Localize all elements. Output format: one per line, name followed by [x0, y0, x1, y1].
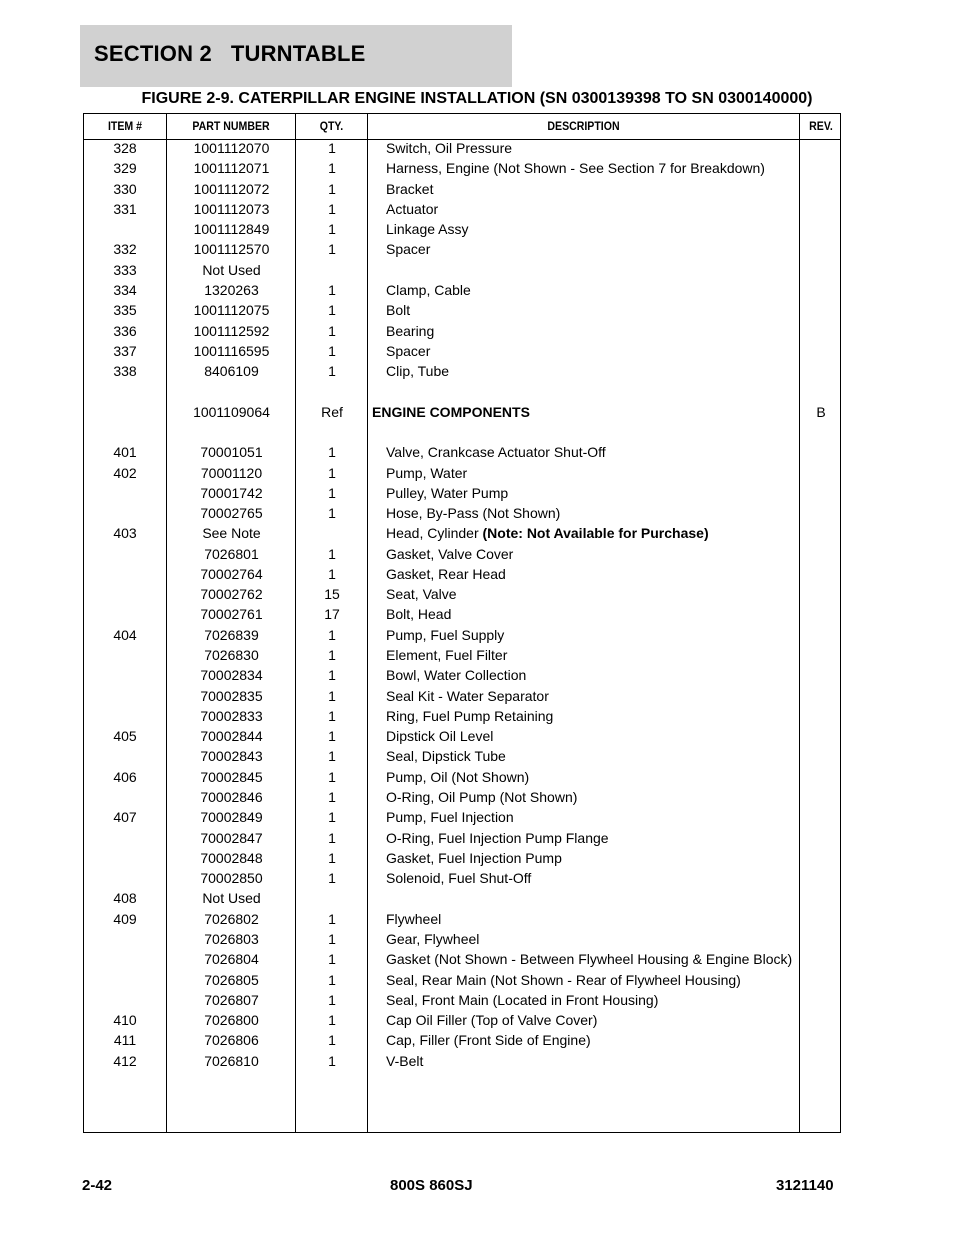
table-row	[84, 604, 840, 624]
table-row	[84, 1051, 840, 1071]
parts-table	[83, 113, 841, 1133]
part-number: 7026839	[204, 626, 259, 643]
table-row	[84, 503, 840, 523]
part-number: 70002833	[200, 707, 263, 724]
part-number: 1001112592	[193, 322, 270, 339]
table-row	[84, 199, 840, 219]
item-number: 403	[113, 525, 137, 542]
part-number: 1001112073	[193, 200, 270, 217]
quantity: 1	[328, 322, 336, 339]
quantity: 1	[328, 363, 336, 380]
description: O-Ring, Oil Pump (Not Shown)	[386, 789, 578, 805]
part-number: 7026803	[204, 930, 259, 947]
part-number: Not Used	[202, 261, 261, 278]
quantity: 1	[328, 930, 336, 947]
description: Gasket, Rear Head	[386, 565, 506, 582]
item-number: 333	[113, 261, 137, 278]
table-row	[84, 341, 840, 361]
quantity: 1	[328, 444, 336, 461]
part-number: 70002761	[200, 606, 263, 623]
table-row	[84, 523, 840, 543]
table-row	[84, 422, 840, 442]
description: Gasket (Not Shown - Between Flywheel Housing & Engine Block)	[386, 951, 793, 968]
table-row	[84, 483, 840, 503]
table-row	[84, 807, 840, 827]
quantity: 1	[328, 748, 336, 765]
part-number: 1001112072	[193, 180, 270, 197]
description: Pump, Fuel Supply	[386, 626, 505, 643]
part-number: 7026801	[204, 545, 259, 562]
part-number: 70002762	[200, 586, 263, 603]
part-number: 8406109	[204, 363, 259, 380]
part-number: 7026802	[204, 910, 259, 927]
description: Dipstick Oil Level	[386, 728, 494, 745]
quantity: 1	[328, 1052, 336, 1069]
item-number: 336	[113, 322, 137, 339]
description: Bolt	[386, 302, 411, 319]
part-number: 1001112570	[193, 241, 270, 258]
item-number: 408	[113, 890, 137, 907]
description: Hose, By-Pass (Not Shown)	[386, 505, 561, 522]
item-number: 411	[113, 1032, 137, 1049]
description: Pump, Fuel Injection	[386, 809, 514, 826]
part-number: 70002849	[200, 809, 263, 826]
table-row	[84, 990, 840, 1010]
description: Bowl, Water Collection	[386, 667, 527, 684]
revision: B	[816, 403, 826, 420]
table-row	[84, 868, 840, 888]
table-row	[84, 625, 840, 645]
quantity: 1	[328, 870, 336, 887]
part-number: 70002834	[200, 667, 263, 684]
item-number: 412	[113, 1052, 137, 1069]
part-number: 70001120	[200, 464, 263, 481]
quantity: 1	[328, 464, 336, 481]
part-number: 1001112075	[193, 302, 270, 319]
table-row	[84, 381, 840, 401]
quantity: 1	[328, 910, 336, 927]
description: Seal, Dipstick Tube	[386, 748, 506, 765]
description: Seal Kit - Water Separator	[386, 687, 549, 704]
table-row	[84, 300, 840, 320]
description: O-Ring, Fuel Injection Pump Flange	[386, 829, 609, 846]
quantity: 1	[328, 160, 336, 177]
table-row	[84, 929, 840, 949]
table-row	[84, 260, 840, 280]
part-number: 70002764	[200, 565, 263, 582]
description: Seal, Rear Main (Not Shown - Rear of Flywheel Housing)	[386, 971, 741, 988]
table-row	[84, 321, 840, 341]
item-number: 332	[113, 241, 137, 258]
table-row	[84, 442, 840, 462]
quantity: 1	[328, 140, 336, 156]
quantity: 1	[328, 342, 336, 359]
quantity: 1	[328, 180, 336, 197]
footer-page-number: 2-42	[82, 1177, 113, 1194]
table-row	[84, 463, 840, 483]
quantity: 1	[328, 281, 336, 298]
part-number: 1001109064	[193, 403, 270, 420]
description: ENGINE COMPONENTS	[372, 403, 530, 420]
item-number: 329	[113, 160, 137, 177]
table-row	[84, 888, 840, 908]
quantity: 1	[328, 241, 336, 258]
part-number: 70002846	[200, 789, 263, 805]
table-row	[84, 726, 840, 746]
quantity: 1	[328, 849, 336, 866]
quantity: 1	[328, 1032, 336, 1049]
item-number: 335	[113, 302, 137, 319]
item-number: 407	[113, 809, 137, 826]
part-number: 1001112070	[193, 140, 270, 156]
table-row	[84, 686, 840, 706]
quantity: 1	[328, 565, 336, 582]
item-number: 328	[113, 140, 137, 156]
table-row	[84, 544, 840, 564]
quantity: 1	[328, 626, 336, 643]
section-title: SECTION 2 TURNTABLE	[94, 41, 366, 66]
description: Gasket, Valve Cover	[386, 545, 514, 562]
part-number: 7026807	[204, 991, 259, 1008]
quantity: 1	[328, 991, 336, 1008]
section-header-band	[80, 25, 512, 87]
quantity: 1	[328, 221, 336, 238]
part-number: 70001051	[200, 444, 263, 461]
item-number: 338	[113, 363, 137, 380]
header-description: DESCRIPTION	[547, 119, 620, 133]
item-number: 409	[113, 910, 137, 927]
description: Cap Oil Filler (Top of Valve Cover)	[386, 1012, 598, 1029]
table-row	[84, 402, 840, 422]
table-row	[84, 361, 840, 381]
part-number: 1001112849	[193, 221, 270, 238]
footer-doc-number: 3121140	[776, 1177, 834, 1194]
description: Gear, Flywheel	[386, 930, 480, 947]
part-number: 70001742	[200, 484, 263, 501]
quantity: 1	[328, 505, 336, 522]
table-row	[84, 848, 840, 868]
description: Element, Fuel Filter	[386, 647, 508, 664]
description: Pump, Water	[386, 464, 468, 481]
quantity: 1	[328, 728, 336, 745]
item-number: 401	[113, 444, 137, 461]
part-number: 1001116595	[193, 342, 270, 359]
description: V-Belt	[386, 1052, 424, 1069]
table-row	[84, 787, 840, 807]
part-number: See Note	[202, 525, 261, 542]
part-number: 7026806	[204, 1032, 259, 1049]
quantity: 1	[328, 1012, 336, 1029]
quantity: 1	[328, 829, 336, 846]
table-row	[84, 970, 840, 990]
description: Flywheel	[386, 910, 442, 927]
description: Cap, Filler (Front Side of Engine)	[386, 1032, 591, 1049]
description: Pump, Oil (Not Shown)	[386, 768, 530, 785]
description: Pulley, Water Pump	[386, 484, 509, 501]
item-number: 410	[113, 1012, 137, 1029]
quantity: 1	[328, 789, 336, 805]
description: Solenoid, Fuel Shut-Off	[386, 870, 532, 887]
description-text: Head, Cylinder	[386, 525, 483, 542]
quantity: 1	[328, 687, 336, 704]
table-row	[84, 1030, 840, 1050]
description: Harness, Engine (Not Shown - See Section 7 for Breakdown)	[386, 160, 765, 177]
table-row	[84, 1010, 840, 1030]
header-rev: REV.	[809, 119, 833, 133]
part-number: 1001112071	[193, 160, 270, 177]
description: Actuator	[386, 200, 439, 217]
table-body	[84, 138, 840, 1071]
description: Spacer	[386, 342, 431, 359]
table-row	[84, 239, 840, 259]
part-number: 7026800	[204, 1012, 259, 1029]
quantity: 1	[328, 484, 336, 501]
part-number: 7026805	[204, 971, 259, 988]
quantity: 1	[328, 768, 336, 785]
description: Clamp, Cable	[386, 281, 471, 298]
table-row	[84, 584, 840, 604]
table-row	[84, 909, 840, 929]
item-number: 330	[113, 180, 137, 197]
description: Bracket	[386, 180, 434, 197]
header-item: ITEM #	[107, 119, 143, 133]
figure-title: FIGURE 2-9. CATERPILLAR ENGINE INSTALLATION (SN 0300139398 TO SN 0300140000)	[141, 90, 813, 107]
table-row	[84, 746, 840, 766]
table-row	[84, 179, 840, 199]
description: Seat, Valve	[386, 586, 457, 603]
table-row	[84, 665, 840, 685]
table-row	[84, 706, 840, 726]
part-number: 70002835	[200, 687, 263, 704]
description-note: (Note: Not Available for Purchase)	[482, 525, 709, 542]
part-number: 70002847	[200, 829, 263, 846]
footer-model: 800S 860SJ	[390, 1177, 473, 1194]
quantity: 17	[324, 606, 340, 623]
part-number: 7026830	[204, 647, 259, 664]
header-part-number: PART NUMBER	[192, 119, 270, 133]
description: Switch, Oil Pressure	[386, 140, 513, 156]
item-number: 402	[113, 464, 137, 481]
table-row	[84, 645, 840, 665]
quantity: 1	[328, 971, 336, 988]
part-number: 70002850	[200, 870, 263, 887]
header-qty: QTY.	[319, 119, 344, 133]
part-number: Not Used	[202, 890, 261, 907]
quantity: 1	[328, 647, 336, 664]
item-number: 334	[113, 281, 137, 298]
quantity: 1	[328, 809, 336, 826]
quantity: 1	[328, 302, 336, 319]
quantity: 1	[328, 545, 336, 562]
part-number: 7026804	[204, 951, 259, 968]
part-number: 70002848	[200, 849, 263, 866]
item-number: 405	[113, 728, 137, 745]
description: Clip, Tube	[386, 363, 450, 380]
table-row	[84, 828, 840, 848]
description	[386, 523, 709, 543]
table-row	[84, 949, 840, 969]
quantity: Ref	[321, 403, 343, 420]
part-number: 1320263	[204, 281, 259, 298]
description: Gasket, Fuel Injection Pump	[386, 849, 562, 866]
quantity: 1	[328, 951, 336, 968]
description: Spacer	[386, 241, 431, 258]
description: Bolt, Head	[386, 606, 452, 623]
item-number: 404	[113, 626, 137, 643]
part-number: 70002765	[200, 505, 263, 522]
quantity: 1	[328, 707, 336, 724]
description: Valve, Crankcase Actuator Shut-Off	[386, 444, 606, 461]
table-row	[84, 767, 840, 787]
part-number: 70002844	[200, 728, 263, 745]
table-row	[84, 280, 840, 300]
item-number: 406	[113, 768, 137, 785]
table-row	[84, 219, 840, 239]
description: Seal, Front Main (Located in Front Housing)	[386, 991, 659, 1008]
table-row	[84, 564, 840, 584]
table-row	[84, 138, 840, 158]
quantity: 15	[324, 586, 340, 603]
part-number: 70002845	[200, 768, 263, 785]
item-number: 331	[113, 200, 137, 217]
table-row	[84, 158, 840, 178]
description: Ring, Fuel Pump Retaining	[386, 707, 554, 724]
description: Bearing	[386, 322, 435, 339]
quantity: 1	[328, 200, 336, 217]
description: Linkage Assy	[386, 221, 469, 238]
quantity: 1	[328, 667, 336, 684]
item-number: 337	[113, 342, 137, 359]
part-number: 70002843	[200, 748, 263, 765]
part-number: 7026810	[204, 1052, 259, 1069]
